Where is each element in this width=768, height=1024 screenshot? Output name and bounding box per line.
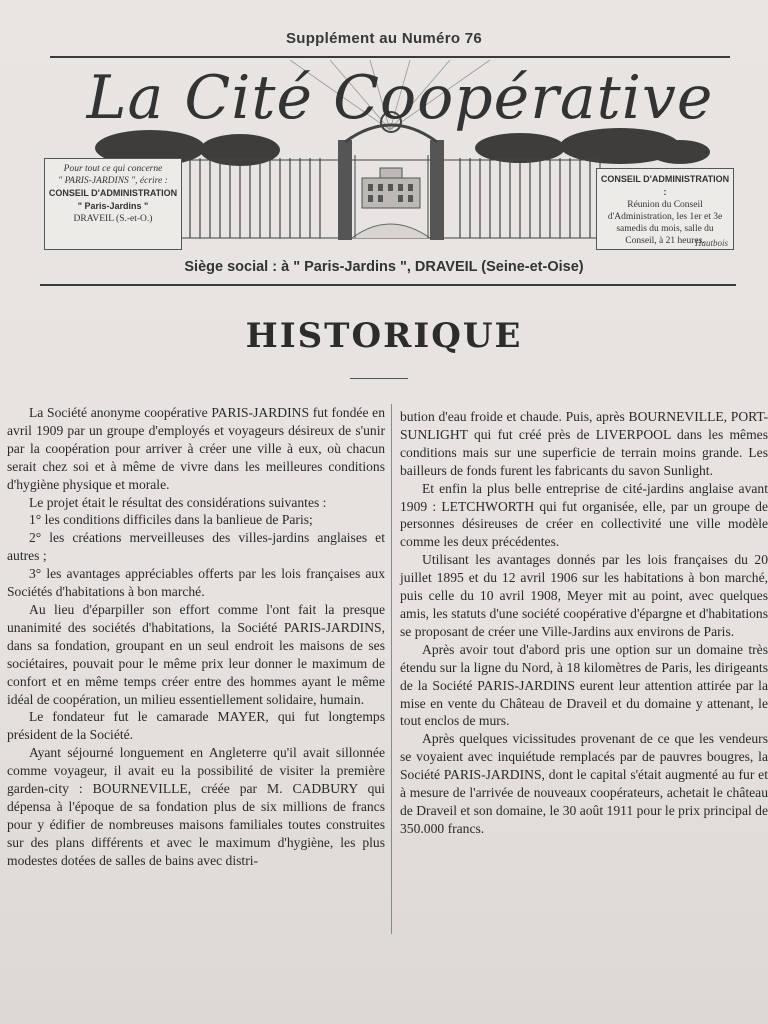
contact-line-2: " PARIS-JARDINS ", écrire : [58,176,168,186]
paragraph: La Société anonyme coopérative PARIS-JARDINS fut fondée en avril 1909 par un groupe d'employés et voyageurs désireux de s'unir par la coopération pour arriver à créer une ville à eux, où chacun serait chez soi et à même de vivre dans les meilleures conditions d'hygiène physique et morale. [7,405,385,492]
paragraph: Le fondateur fut le camarade MAYER, qui fut longtemps président de la Société. [7,709,385,743]
masthead [40,60,740,250]
head-office-address: Siège social : à " Paris-Jardins ", DRAVEIL (Seine-et-Oise) [184,259,584,275]
paragraph: 1° les conditions difficiles dans la banlieue de Paris; [29,512,313,528]
heading-separator [350,378,408,379]
contact-box [44,158,182,250]
supplement-line: Supplément au Numéro 76 [285,30,483,47]
council-body: Réunion du Conseil d'Administration, les 1er et 3e samedis du mois, salle du Conseil, à 21 heures. [607,200,723,246]
paragraph: Au lieu d'éparpiller son effort comme l'ont fait la presque unanimité des sociétés d'habitations, la Société PARIS-JARDINS, dans sa fondation, groupant en un seul endroit les maisons de ses sociétaires, pouvait pour le même prix leur donner le maximum de confort et en même temps créer entre des hommes ayant le même idéal de coopération, un milieu essentiellement solidaire, humain. [7,601,385,707]
masthead-title: La Cité Coopérative [86,63,714,133]
paragraph: Après quelques vicissitudes provenant de ce que les vendeurs se voyaient avec inquiétude remplacés par de pauvres bougres, la Société PARIS-JARDINS, dont le capital s'était augmenté au fur et à mesure de l'arrivée de nouveaux coopérateurs, achetait le château de Draveil et son domaine, le 30 août 1911 pour le prix principal de 350.000 francs. [400,731,768,836]
masthead-bottom-rule [40,284,736,286]
paragraph: Après avoir tout d'abord pris une option sur un domaine très étendu sur la ligne du Nord, à 18 kilomètres de Paris, les dirigeants de la Société PARIS-JARDINS eurent leur attention attirée par la mise en vente du Château de Draveil et du domaine y attenant, le tout enclos de murs. [400,641,768,729]
contact-line-3: CONSEIL D'ADMINISTRATION [48,188,178,198]
column-divider [391,404,392,934]
contact-line-4: " Paris-Jardins " [77,201,149,211]
paragraph: 3° les avantages appréciables offerts par les lois françaises aux Sociétés d'habitations à bon marché. [7,566,385,600]
paragraph: Et enfin la plus belle entreprise de cité-jardins anglaise avant 1909 : LETCHWORTH qui fut organisée, elle, par un groupe de personnes désireuses de créer en collectivité une ville modèle comme les deux précédentes. [400,480,768,550]
contact-line-1: Pour tout ce qui concerne [63,164,163,174]
artist-signature: Hautbois [694,238,728,248]
article-right-column [400,408,768,838]
top-rule [50,56,730,58]
paragraph: Ayant séjourné longuement en Angleterre qu'il avait sillonnée comme voyageur, il avait eu la possibilité de visiter la première garden-city : BOURNEVILLE, créée par M. CADBURY qui dépensa à l'époque de sa fondation plus de six millions de francs pour y édifier de nombreuses maisons familiales toutes construites sur des plans différents et avec le maximum d'hygiène, les plus modestes dotées de salles de bains avec distri- [7,745,385,868]
paragraph: bution d'eau froide et chaude. Puis, après BOURNEVILLE, PORT-SUNLIGHT qui fut créé près de LIVERPOOL dans les mêmes conditions mais sur une superficie de terrain moins grande. Les bailleurs de fonds furent les fabricants du savon Sunlight. [400,409,768,478]
paragraph: 2° les créations merveilleuses des villes-jardins anglaises et autres ; [7,530,385,564]
paragraph: Utilisant les avantages donnés par les lois françaises du 20 juillet 1895 et du 12 avril 1906 sur les habitations à bon marché, puis celle du 10 avril 1908, Meyer mit au point, avec quelques amis, les statuts d'une société coopérative d'épargne et d'habitations se proposant de créer une Ville-Jardins aux environs de Paris. [400,552,768,639]
paragraph: Le projet était le résultat des considérations suivantes : [29,494,327,510]
contact-line-5: DRAVEIL (S.-et-O.) [73,214,153,224]
article-heading: HISTORIQUE [245,316,523,356]
article-left-column [7,404,385,870]
council-title: CONSEIL D'ADMINISTRATION : [600,174,730,197]
